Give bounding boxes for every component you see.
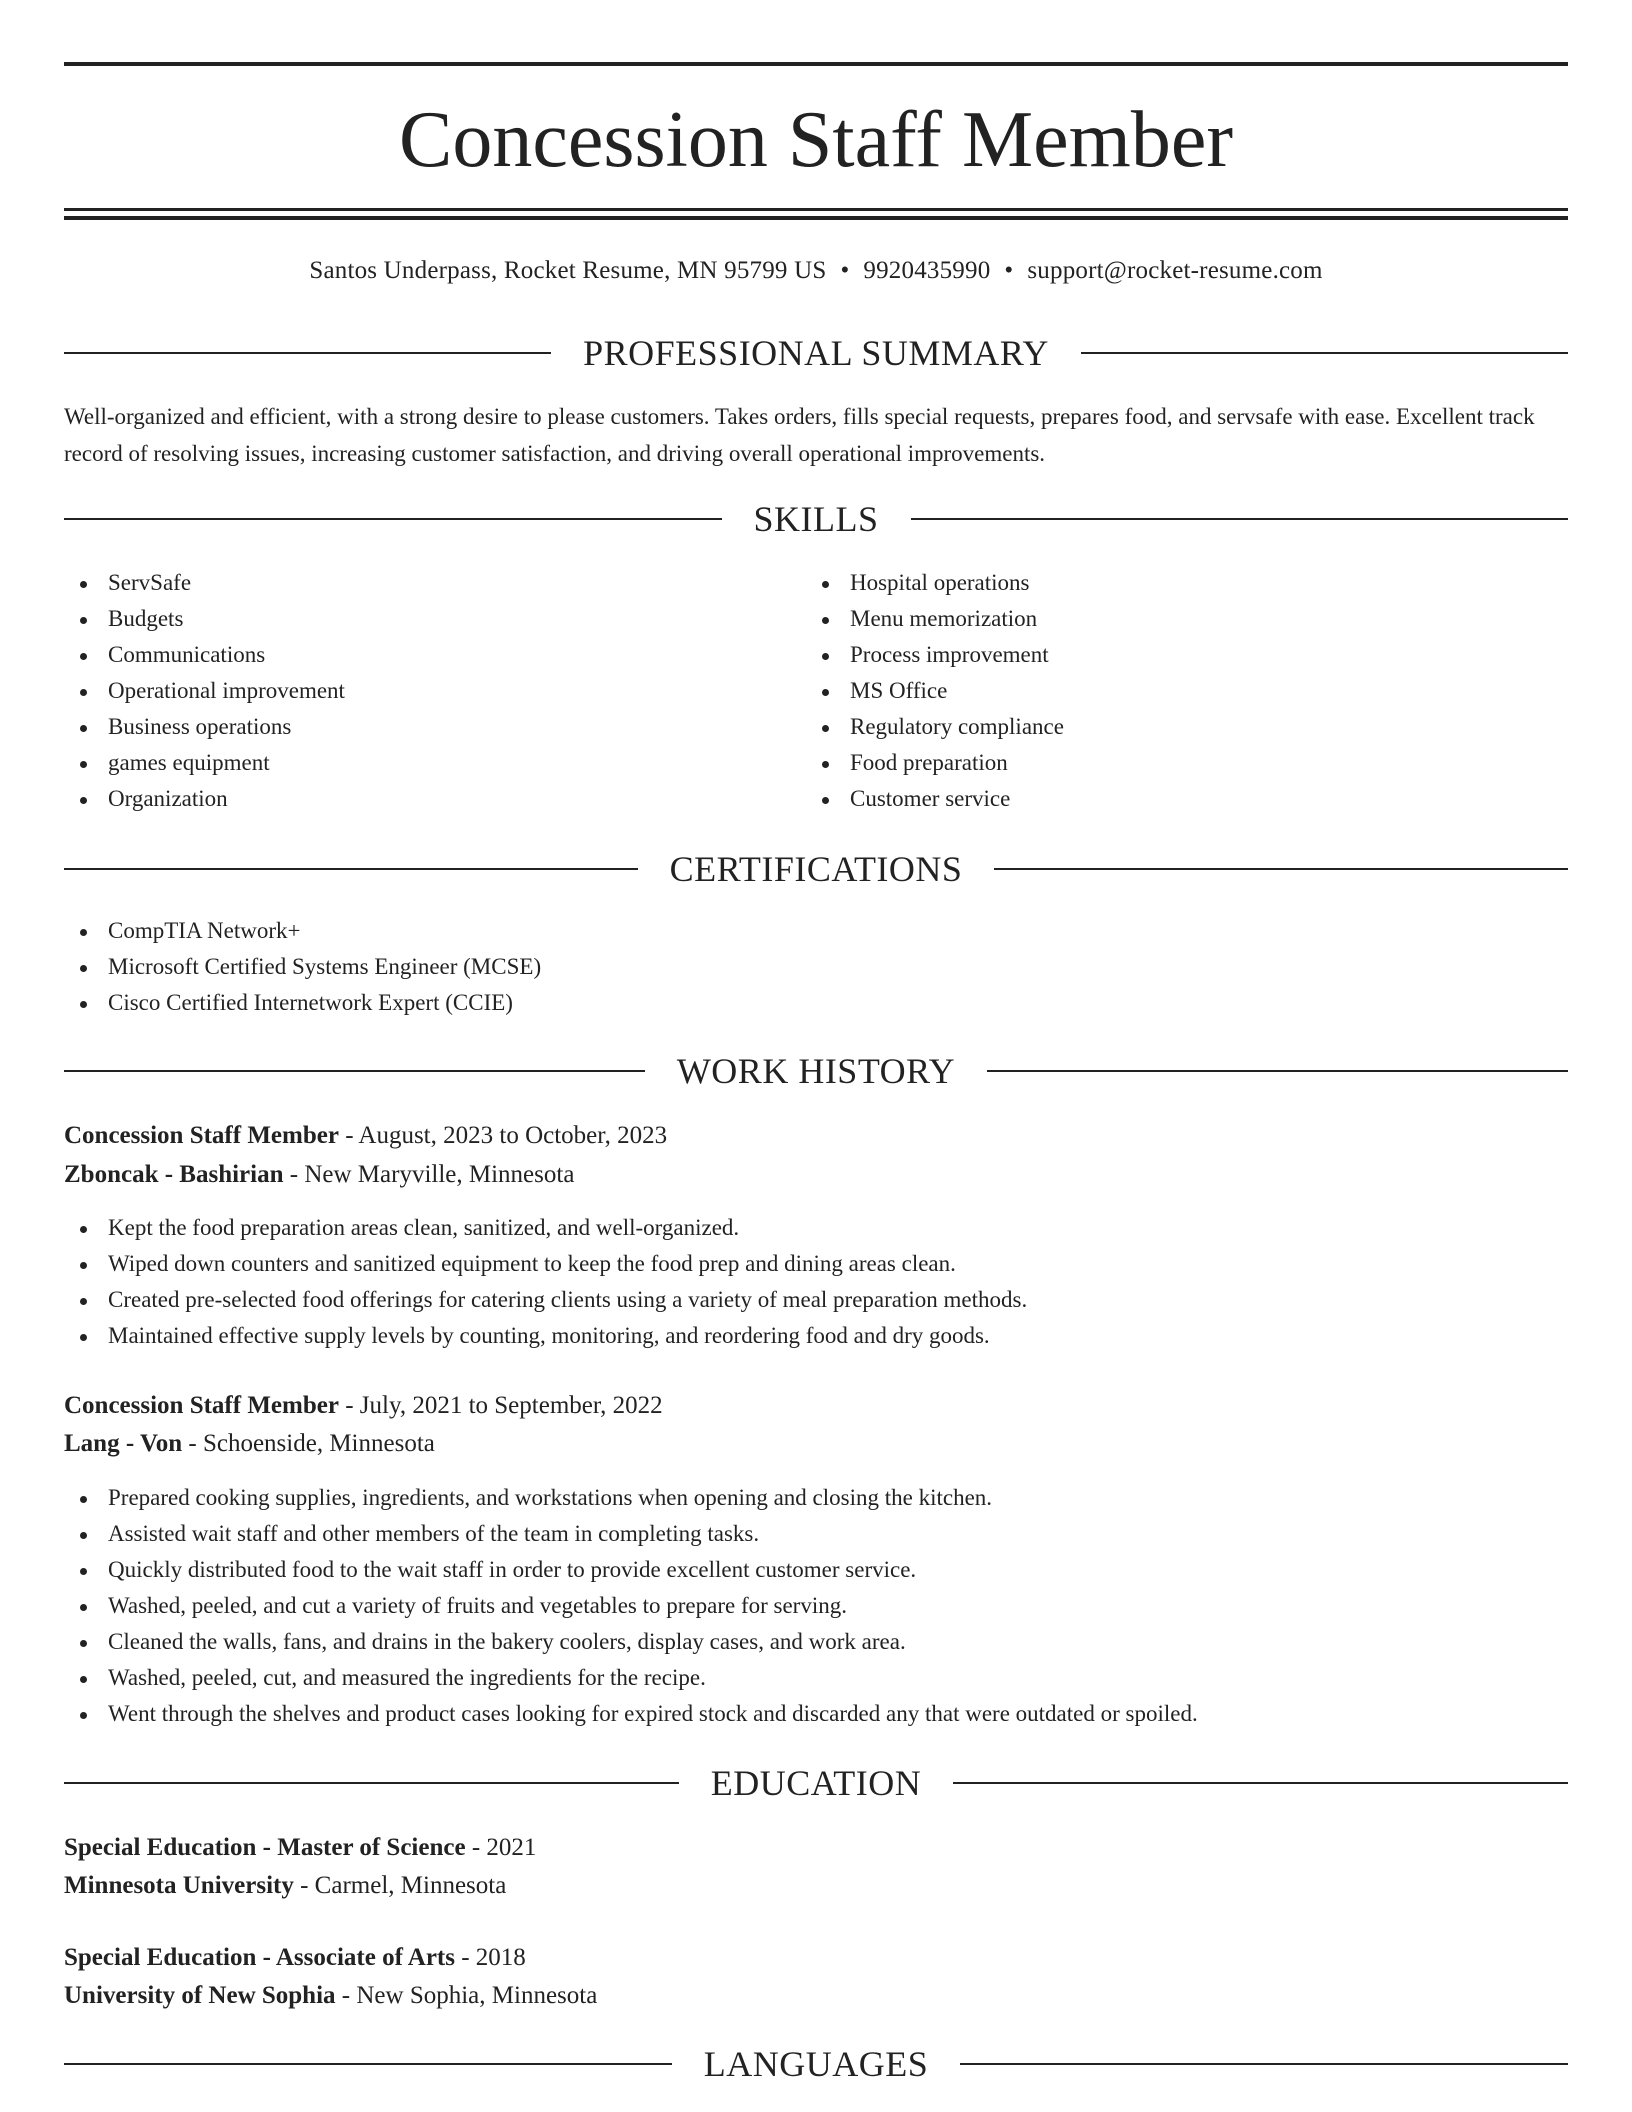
job-employer-line	[64, 1426, 435, 1462]
job-location: - New Maryville, Minnesota	[283, 1161, 575, 1188]
heading-rule-right	[994, 868, 1568, 870]
job-location: - Schoenside, Minnesota	[182, 1430, 435, 1457]
contact-separator: •	[1004, 257, 1014, 284]
section-heading-label: LANGUAGES	[703, 2044, 929, 2084]
skill-item: ServSafe	[64, 565, 345, 601]
job-duty: Wiped down counters and sanitized equipment to keep the food prep and dining areas clean.	[64, 1246, 1027, 1282]
section-heading-label: CERTIFICATIONS	[669, 849, 963, 889]
contact-line	[64, 254, 1568, 288]
job-title: Concession Staff Member	[64, 1122, 339, 1149]
skills-list-left	[64, 565, 345, 817]
heading-rule-left	[64, 1782, 679, 1784]
skills-list-right	[806, 565, 1064, 817]
education-year: - 2018	[454, 1944, 526, 1971]
skill-item: games equipment	[64, 745, 345, 781]
skill-item: Customer service	[806, 781, 1064, 817]
skill-item: Operational improvement	[64, 673, 345, 709]
heading-rule-left	[64, 352, 551, 354]
education-location: - New Sophia, Minnesota	[335, 1982, 598, 2009]
certification-item: Cisco Certified Internetwork Expert (CCIE)	[64, 985, 541, 1021]
job-duty: Cleaned the walls, fans, and drains in the bakery coolers, display cases, and work area.	[64, 1624, 1198, 1660]
job-duty: Created pre-selected food offerings for catering clients using a variety of meal preparation methods.	[64, 1282, 1027, 1318]
job-employer: Lang - Von	[64, 1430, 183, 1457]
section-heading-label: PROFESSIONAL SUMMARY	[583, 333, 1049, 373]
education-degree: Special Education - Master of Science	[64, 1834, 466, 1861]
job-dates: - August, 2023 to October, 2023	[338, 1122, 668, 1149]
contact-phone: 9920435990	[863, 257, 991, 284]
skill-item: Food preparation	[806, 745, 1064, 781]
education-location: - Carmel, Minnesota	[293, 1872, 507, 1899]
skill-item: Budgets	[64, 601, 345, 637]
skill-item: Menu memorization	[806, 601, 1064, 637]
summary-text: Well-organized and efficient, with a strong desire to please customers. Takes orders, fills special requests, prepares food, and servsafe with ease. Excellent track record of resolving issues, increasing customer satisfaction, and driving overall operational improvements.	[64, 404, 1535, 466]
job-duty: Quickly distributed food to the wait staff in order to provide excellent customer service.	[64, 1552, 1198, 1588]
education-school-line	[64, 1868, 506, 1904]
certification-item: Microsoft Certified Systems Engineer (MCSE)	[64, 949, 541, 985]
skill-item: Process improvement	[806, 637, 1064, 673]
skill-item: Communications	[64, 637, 345, 673]
heading-rule-left	[64, 518, 722, 520]
section-heading-work-history	[64, 1049, 1568, 1093]
section-heading-label: WORK HISTORY	[676, 1051, 956, 1091]
contact-address: Santos Underpass, Rocket Resume, MN 95799 US	[309, 257, 827, 284]
header-top-rule	[64, 62, 1568, 66]
certification-item: CompTIA Network+	[64, 913, 541, 949]
heading-rule-right	[987, 1070, 1568, 1072]
job-duties-list	[64, 1480, 1198, 1732]
skill-item: Organization	[64, 781, 345, 817]
job-duty: Went through the shelves and product cases looking for expired stock and discarded any that were outdated or spoiled.	[64, 1696, 1198, 1732]
section-heading-certifications	[64, 847, 1568, 891]
header-double-rule-lower	[64, 216, 1568, 220]
certifications-list	[64, 913, 541, 1021]
education-year: - 2021	[465, 1834, 537, 1861]
job-duty: Maintained effective supply levels by counting, monitoring, and reordering food and dry goods.	[64, 1318, 1027, 1354]
skill-item: Hospital operations	[806, 565, 1064, 601]
education-degree: Special Education - Associate of Arts	[64, 1944, 455, 1971]
heading-rule-right	[953, 1782, 1568, 1784]
section-heading-languages	[64, 2042, 1568, 2086]
contact-separator: •	[840, 257, 850, 284]
heading-rule-left	[64, 1070, 645, 1072]
skill-item: Business operations	[64, 709, 345, 745]
education-school: Minnesota University	[64, 1872, 294, 1899]
heading-rule-right	[960, 2063, 1568, 2065]
job-duty: Assisted wait staff and other members of the team in completing tasks.	[64, 1516, 1198, 1552]
resume-title: Concession Staff Member	[399, 96, 1233, 184]
job-title-line	[64, 1118, 667, 1154]
heading-rule-left	[64, 868, 638, 870]
job-duties-list	[64, 1210, 1027, 1354]
skill-item: Regulatory compliance	[806, 709, 1064, 745]
section-heading-label: EDUCATION	[710, 1763, 922, 1803]
job-duty: Prepared cooking supplies, ingredients, and workstations when opening and closing the kitchen.	[64, 1480, 1198, 1516]
section-heading-skills	[64, 497, 1568, 541]
section-heading-education	[64, 1761, 1568, 1805]
heading-rule-right	[911, 518, 1569, 520]
heading-rule-right	[1081, 352, 1568, 354]
section-heading-label: SKILLS	[753, 499, 879, 539]
job-employer: Zboncak - Bashirian	[64, 1161, 284, 1188]
job-duty: Washed, peeled, cut, and measured the ingredients for the recipe.	[64, 1660, 1198, 1696]
heading-rule-left	[64, 2063, 672, 2065]
job-duty: Kept the food preparation areas clean, sanitized, and well-organized.	[64, 1210, 1027, 1246]
contact-email: support@rocket-resume.com	[1027, 257, 1323, 284]
job-employer-line	[64, 1157, 574, 1193]
education-degree-line	[64, 1940, 526, 1976]
job-title-line	[64, 1388, 663, 1424]
education-degree-line	[64, 1830, 536, 1866]
education-school-line	[64, 1978, 597, 2014]
section-heading-summary	[64, 331, 1568, 375]
job-dates: - July, 2021 to September, 2022	[338, 1392, 663, 1419]
job-duty: Washed, peeled, and cut a variety of fruits and vegetables to prepare for serving.	[64, 1588, 1198, 1624]
education-school: University of New Sophia	[64, 1982, 336, 2009]
header-double-rule-upper	[64, 208, 1568, 211]
skill-item: MS Office	[806, 673, 1064, 709]
job-title: Concession Staff Member	[64, 1392, 339, 1419]
